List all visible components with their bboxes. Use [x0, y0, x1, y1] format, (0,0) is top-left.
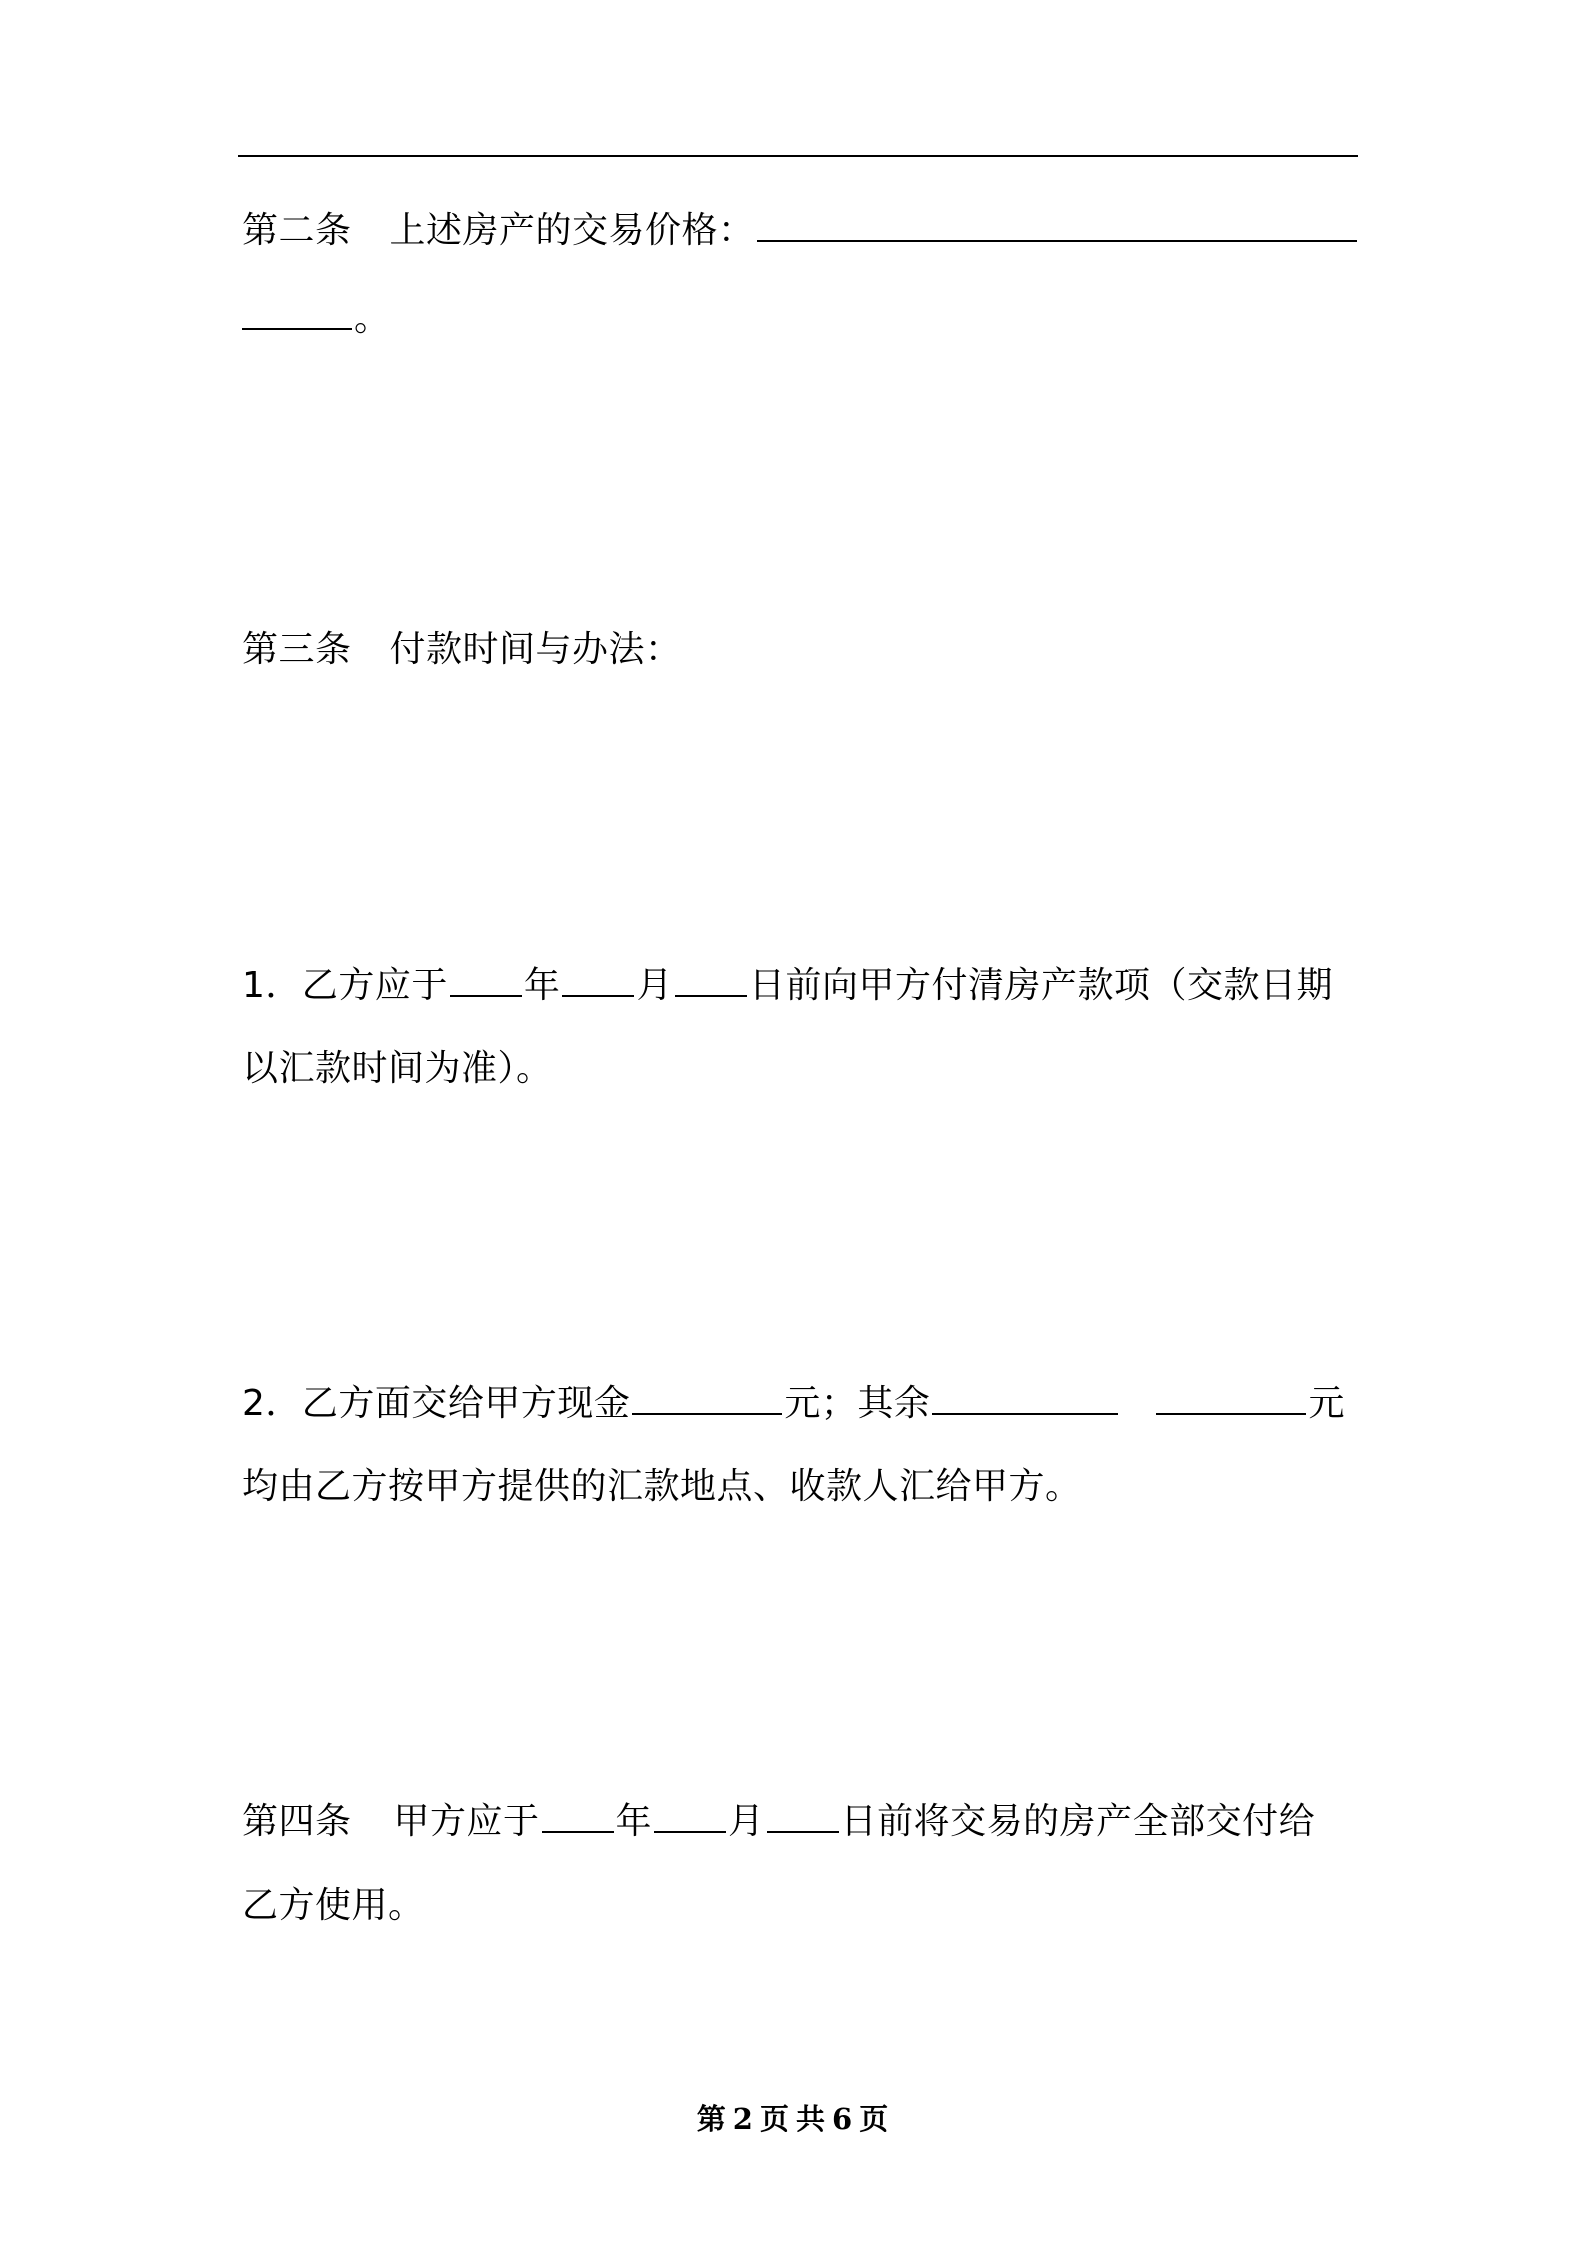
article4-month-blank	[654, 1799, 726, 1833]
article4-day: 日前将交易的房产全部交付给	[840, 1801, 1316, 1842]
item1-month: 月	[636, 965, 673, 1006]
price-blank	[757, 208, 1357, 242]
item1-year-blank	[450, 963, 522, 997]
item2-number: 2．	[242, 1383, 302, 1424]
footer-page-unit2: 页	[859, 2102, 890, 2136]
article3-text: 付款时间与办法：	[389, 629, 682, 670]
article4-day-blank	[767, 1799, 839, 1833]
item1-year: 年	[523, 965, 561, 1006]
item1-line2	[242, 1047, 553, 1091]
item1-prefix: 乙方应于	[301, 965, 448, 1006]
item2-line1	[242, 1381, 1345, 1426]
article4-year-blank	[542, 1799, 614, 1833]
article3-label: 第三条	[242, 629, 352, 670]
footer-total-word: 共	[796, 2102, 827, 2136]
item1-number: 1．	[242, 965, 302, 1006]
item1-day-blank	[675, 963, 747, 997]
article4-cont: 乙方使用。	[242, 1885, 425, 1926]
item2-rest-blank2	[1156, 1381, 1306, 1415]
article4-month: 月	[728, 1801, 765, 1842]
article2-line2	[242, 296, 391, 341]
footer-current-page: 2	[732, 2102, 754, 2136]
price-blank-cont	[242, 296, 352, 330]
article2-text: 上述房产的交易价格：	[389, 210, 755, 251]
article4-prefix: 甲方应于	[393, 1801, 540, 1842]
item2-cash-blank	[632, 1381, 782, 1415]
item2-cont: 均由乙方按甲方提供的汇款地点、收款人汇给甲方。	[242, 1466, 1082, 1507]
article3-line	[242, 628, 682, 672]
article2-line1	[242, 208, 1359, 253]
article4-line2	[242, 1884, 425, 1928]
footer-total-pages: 6	[832, 2102, 854, 2136]
item1-cont: 以汇款时间为准）。	[242, 1048, 553, 1089]
item2-line2	[242, 1465, 1082, 1509]
item2-rest-blank1	[932, 1381, 1118, 1415]
item2-yuan1: 元；其余	[784, 1383, 931, 1424]
item2-yuan2: 元	[1308, 1383, 1345, 1424]
header-rule	[238, 155, 1358, 157]
article4-year: 年	[615, 1801, 653, 1842]
article2-end: 。	[354, 298, 391, 339]
item1-line1	[242, 963, 1333, 1008]
footer-page-word: 第	[696, 2102, 727, 2136]
footer-page-unit: 页	[759, 2102, 790, 2136]
article4-line1	[242, 1799, 1315, 1844]
article4-label: 第四条	[242, 1801, 352, 1842]
item2-prefix: 乙方面交给甲方现金	[301, 1383, 631, 1424]
article2-label: 第二条	[242, 210, 352, 251]
item1-day: 日前向甲方付清房产款项（交款日期	[748, 965, 1333, 1006]
page-footer	[0, 2097, 1586, 2138]
item1-month-blank	[562, 963, 634, 997]
